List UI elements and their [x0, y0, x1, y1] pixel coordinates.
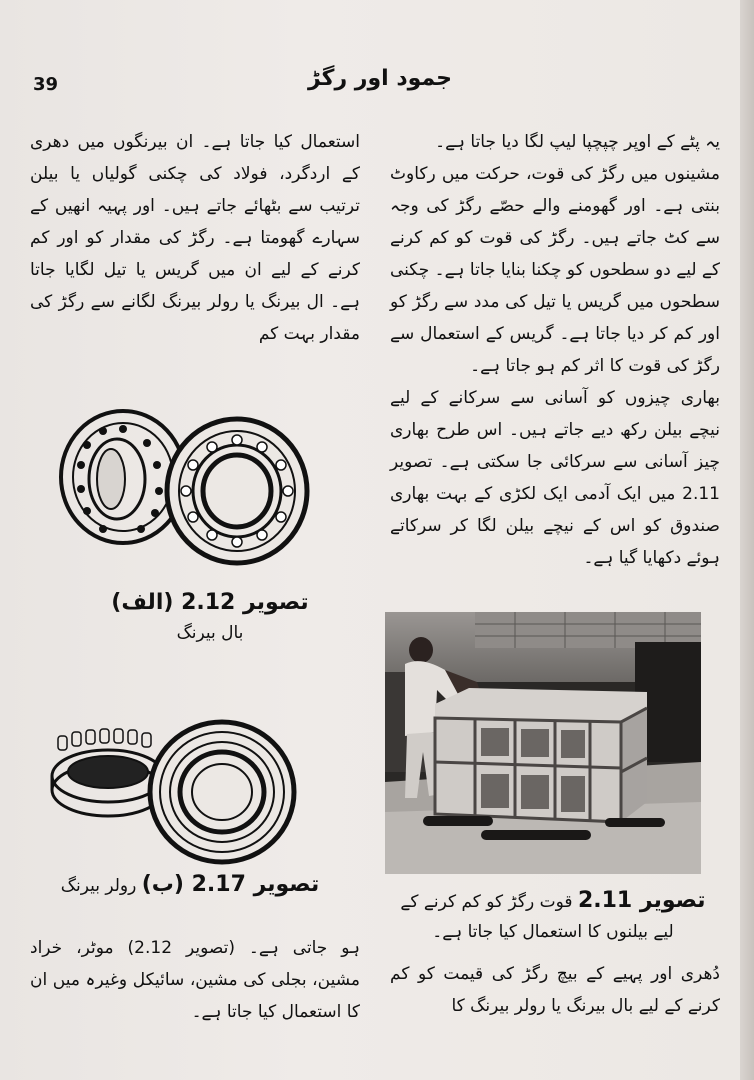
figure-photo-number: تصویر 2.11 — [577, 888, 706, 913]
figure-a-caption — [100, 588, 320, 648]
left-column-top — [30, 126, 360, 350]
paragraph: استعمال کیا جاتا ہے۔ ان بیرنگوں میں دھری کے اردگرد، فولاد کی چکنی گولیاں یا بیلن ترتیب سے بٹھائے جاتے ہیں۔ اور پہیہ انھیں کے سہارے گھومتا ہے۔ رگڑ کی مقدار کو اور کم کرنے کے لیے ان میں گریس یا تیل لگایا جاتا ہے۔ ال بیرنگ یا رولر بیرنگ لگانے سے رگڑ کی مقدار بہت کم — [30, 132, 360, 344]
paragraph: دُھری اور پہیے کے بیچ رگڑ کی قیمت کو کم کرنے کے لیے بال بیرنگ یا رولر بیرنگ کا — [390, 964, 720, 1016]
figure-photo-label: قوت رگڑ کو کم کرنے کے لیے بیلنوں کا استعمال کیا جاتا ہے۔ — [400, 892, 674, 942]
figure-b-caption — [40, 870, 340, 901]
paragraph: بھاری چیزوں کو آسانی سے سرکانے کے لیے نیچے بیلن رکھ دیے جاتے ہیں۔ اس طرح بھاری چیز آسانی سے سرکائی جا سکتی ہے۔ تصویر 2.11 میں ایک آدمی ایک لکڑی کے بہت بھاری صندوق کو اس کے نیچے بیلن لگا کر سرکاتے ہوئے دکھایا گیا ہے۔ — [390, 388, 720, 568]
figure-b-label: رولر بیرنگ — [60, 876, 137, 896]
left-column-bottom — [30, 932, 360, 1028]
page-number: 39 — [33, 74, 59, 95]
crate-on-rollers-photo — [385, 612, 701, 874]
chapter-title: جمود اور رگڑ — [307, 66, 453, 91]
roller-bearing-illustration — [48, 706, 300, 866]
paragraph: یہ پٹے کے اوپر چپچپا لیپ لگا دیا جاتا ہے۔ — [435, 132, 720, 152]
figure-photo-caption — [388, 886, 718, 947]
figure-b-number: تصویر 2.17 (ب) — [141, 872, 320, 897]
ball-bearing-illustration — [55, 405, 310, 575]
paragraph: مشینوں میں رگڑ کی قوت، حرکت میں رکاوٹ بنتی ہے۔ اور گھومنے والے حصّے رگڑ کی وجہ سے کٹ جاتے ہیں۔ رگڑ کی قوت کو کم کرنے کے لیے دو سطحوں کو چکنا بنایا جاتا ہے۔ چکنی سطحوں میں گریس یا تیل کی مدد سے رگڑ کو اور کم کر دیا جاتا ہے۔ گریس کے استعمال سے رگڑ کی قوت کا اثر کم ہو جاتا ہے۔ — [390, 164, 720, 376]
right-column-top — [390, 126, 720, 574]
paragraph: ہو جاتی ہے۔ (تصویر 2.12) موٹر، خراد مشین، بجلی کی مشین، سائیکل وغیرہ میں ان کا استعمال کیا جاتا ہے۔ — [30, 938, 360, 1022]
right-column-bottom — [390, 958, 720, 1022]
figure-a-label: بال بیرنگ — [176, 623, 244, 643]
page-edge-shadow — [740, 0, 754, 1080]
figure-a-number: تصویر 2.12 (الف) — [111, 590, 309, 615]
